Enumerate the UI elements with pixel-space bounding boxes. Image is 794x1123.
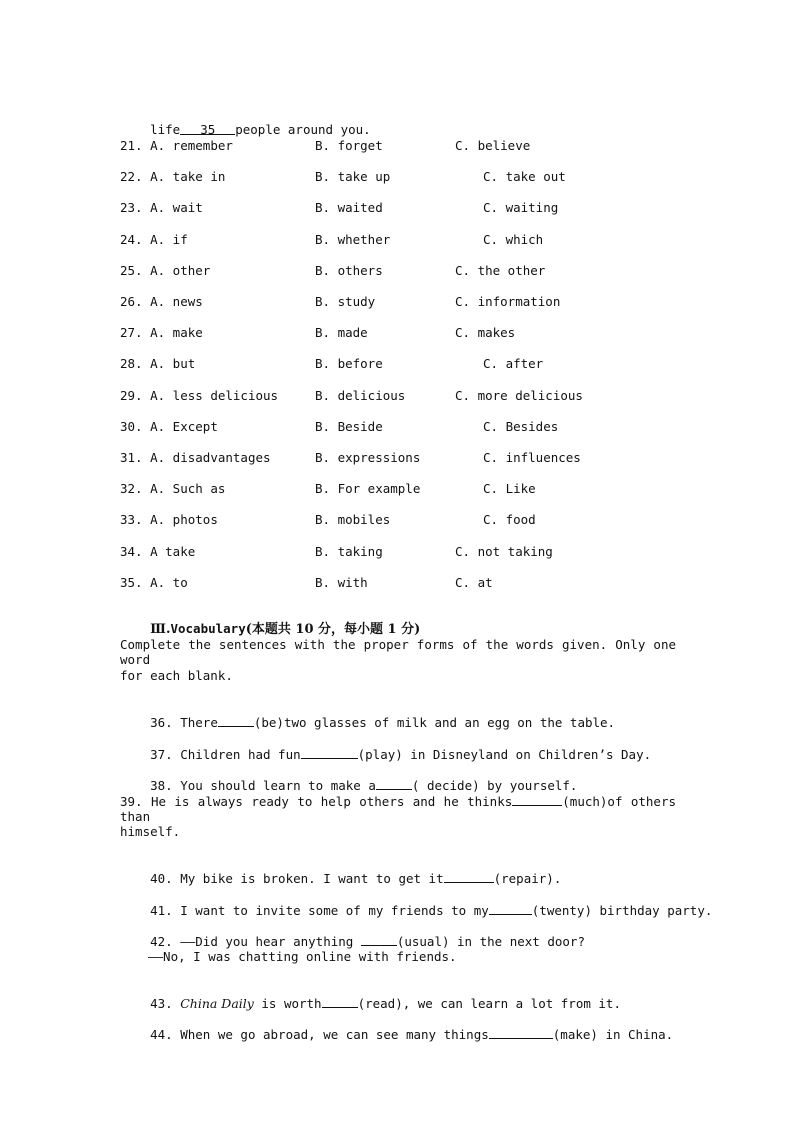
option-a: 35. A. to <box>120 574 188 590</box>
question-number: 27. <box>120 325 143 341</box>
instructions-line-1: Complete the sentences with the proper forms of the words given. Only one word <box>120 637 676 667</box>
option-b: B. mobiles <box>315 512 391 528</box>
option-c: C. influences <box>483 450 581 465</box>
choice-row <box>120 481 720 501</box>
option-b: B. expressions <box>315 450 421 465</box>
option-a: 27. A. make <box>120 325 203 341</box>
option-c: C. makes <box>455 325 516 341</box>
question-40: 40. My bike is broken. I want to get it (repair). <box>150 871 562 886</box>
option-c: C. information <box>455 294 561 309</box>
option-a: 33. A. photos <box>120 512 218 528</box>
option-a: 24. A. if <box>120 231 188 247</box>
option-a: 21. A. remember <box>120 138 233 153</box>
answer-blank-36[interactable] <box>218 714 254 727</box>
option-a: 23. A. wait <box>120 200 203 216</box>
option-b: B. with <box>315 574 368 590</box>
option-c: C. believe <box>455 138 531 153</box>
question-44: 44. When we go abroad, we can see many things (make) in China. <box>150 1027 674 1042</box>
option-c: C. the other <box>455 262 546 278</box>
question-number: 25. <box>120 262 143 278</box>
question-number: 31. <box>120 450 143 465</box>
question-36: 36. There (be)two glasses of milk and an egg on the table. <box>150 715 616 730</box>
choice-row <box>120 294 720 314</box>
answer-blank-41[interactable] <box>489 902 532 915</box>
option-c: C. food <box>483 512 536 528</box>
option-b: B. forget <box>315 138 383 153</box>
question-43: 43. China Daily is worth (read), we can learn a lot from it. <box>150 996 621 1011</box>
option-a: 34. A take <box>120 543 196 559</box>
answer-blank-43[interactable] <box>322 995 358 1008</box>
choice-row <box>120 169 720 189</box>
instructions-line-2: for each blank. <box>120 668 233 683</box>
option-b: B. whether <box>315 231 391 247</box>
choice-row <box>120 419 720 439</box>
choice-row <box>120 388 720 408</box>
answer-blank-42[interactable] <box>361 933 397 946</box>
option-b: B. before <box>315 356 383 372</box>
question-number: 30. <box>120 418 143 434</box>
question-42-reply: ——No, I was chatting online with friends. <box>148 949 457 964</box>
answer-blank-40[interactable] <box>444 870 494 883</box>
option-a: 30. A. Except <box>120 418 218 434</box>
option-c: C. more delicious <box>455 387 583 403</box>
choice-row <box>120 575 720 595</box>
option-c: C. at <box>455 574 493 590</box>
option-a: 25. A. other <box>120 262 211 278</box>
option-b: B. waited <box>315 200 383 216</box>
option-a: 31. A. disadvantages <box>120 450 271 465</box>
option-a: 22. A. take in <box>120 169 226 185</box>
option-c: C. not taking <box>455 543 553 559</box>
option-c: C. Like <box>483 481 536 497</box>
question-42: 42. ——Did you hear anything (usual) in the next door? <box>150 934 585 949</box>
choice-row <box>120 232 720 252</box>
question-38: 38. You should learn to make a ( decide) by yourself. <box>150 778 578 793</box>
choice-row <box>120 325 720 345</box>
question-number: 34. <box>120 543 143 559</box>
option-c: C. waiting <box>483 200 559 216</box>
choice-row <box>120 544 720 564</box>
choice-row <box>120 450 720 470</box>
question-39: 39. He is always ready to help others and he thinks (much)of others than <box>120 794 676 824</box>
choice-row <box>120 356 720 376</box>
choice-row <box>120 512 720 532</box>
option-c: C. which <box>483 231 544 247</box>
question-number: 28. <box>120 356 143 372</box>
answer-blank-39[interactable] <box>512 793 562 806</box>
question-number: 26. <box>120 294 143 309</box>
choice-row <box>120 138 720 158</box>
question-number: 29. <box>120 387 143 403</box>
question-number: 33. <box>120 512 143 528</box>
option-c: C. Besides <box>483 418 559 434</box>
answer-blank-38[interactable] <box>376 777 412 790</box>
question-number: 24. <box>120 231 143 247</box>
newspaper-title: China Daily <box>180 996 254 1011</box>
answer-blank-44[interactable] <box>489 1026 553 1039</box>
option-b: B. study <box>315 294 376 309</box>
passage-last-line: life 35 people around you. <box>150 122 371 137</box>
question-number: 22. <box>120 169 143 185</box>
option-a: 28. A. but <box>120 356 196 372</box>
option-b: B. Beside <box>315 418 383 434</box>
option-b: B. take up <box>315 169 391 185</box>
option-b: B. others <box>315 262 383 278</box>
question-number: 23. <box>120 200 143 216</box>
question-39-continued: himself. <box>120 824 181 839</box>
question-41: 41. I want to invite some of my friends to my (twenty) birthday party. <box>150 903 713 918</box>
option-b: B. made <box>315 325 368 341</box>
option-b: B. taking <box>315 543 383 559</box>
option-a: 29. A. less delicious <box>120 387 279 403</box>
option-a: 26. A. news <box>120 294 203 309</box>
question-37: 37. Children had fun (play) in Disneyland on Children’s Day. <box>150 747 652 762</box>
question-number: 21. <box>120 138 143 153</box>
option-b: B. For example <box>315 481 421 497</box>
choice-row <box>120 263 720 283</box>
section-heading: Ⅲ.Vocabulary(本题共 10 分，每小题 1 分) <box>150 621 421 637</box>
question-number: 35. <box>120 574 143 590</box>
option-c: C. take out <box>483 169 566 185</box>
answer-blank-37[interactable] <box>301 746 358 759</box>
option-b: B. delicious <box>315 387 406 403</box>
option-c: C. after <box>483 356 544 372</box>
blank-35: 35 <box>180 122 235 135</box>
question-number: 32. <box>120 481 143 497</box>
option-a: 32. A. Such as <box>120 481 226 497</box>
choice-row <box>120 200 720 220</box>
